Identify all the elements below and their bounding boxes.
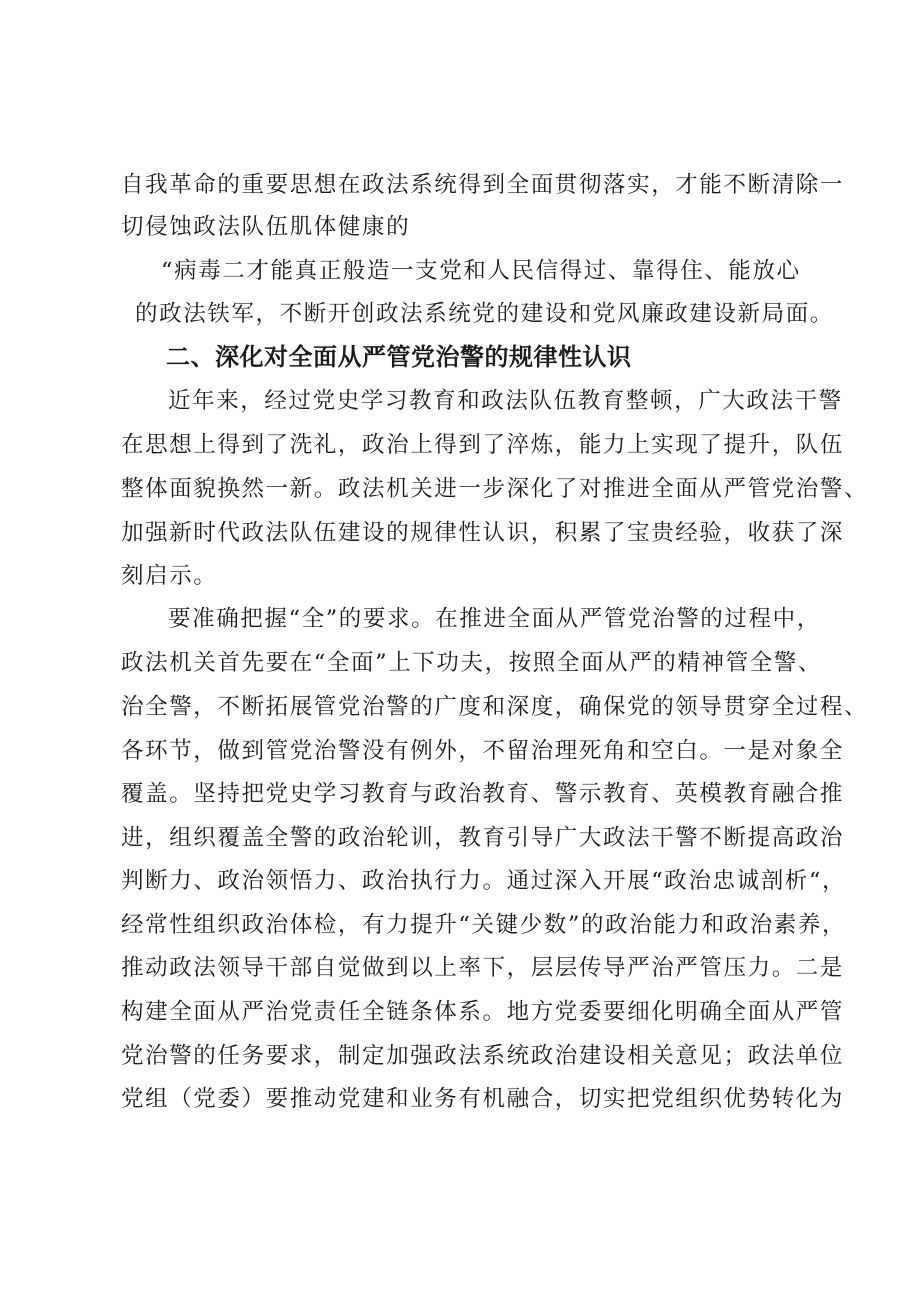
- paragraph-line: 推动政法领导干部自觉做到以上率下，层层传导严治严管压力。二是: [121, 955, 845, 981]
- intro-line: 自我革命的重要思想在政法系统得到全面贯彻落实，才能不断清除一: [121, 172, 845, 198]
- paragraph-line: 整体面貌换然一新。政法机关进一步深化了对推进全面从严管党治警、: [121, 476, 869, 502]
- paragraph-line: 判断力、政治领悟力、政治执行力。通过深入开展“政治忠诚剖析“，: [121, 868, 847, 894]
- paragraph-line: 经常性组织政治体检，有力提升“关键少数”的政治能力和政治素养，: [121, 912, 847, 938]
- paragraph-line: 党治警的任务要求，制定加强政法系统政治建设相关意见；政法单位: [121, 1043, 845, 1069]
- intro-line: “病毒二才能真正般造一支党和人民信得过、靠得住、能放心: [161, 258, 801, 284]
- paragraph-line: 加强新时代政法队伍建设的规律性认识，积累了宝贵经验，收获了深: [121, 520, 845, 546]
- paragraph-line: 党组（党委）要推动党建和业务有机融合，切实把党组织优势转化为: [121, 1086, 845, 1112]
- paragraph-line: 政法机关首先要在“全面”上下功夫，按照全面从严的精神管全警、: [121, 650, 823, 676]
- paragraph-line: 各环节，做到管党治警没有例外，不留治理死角和空白。一是对象全: [121, 738, 845, 764]
- section-heading: 二、深化对全面从严管党治警的规律性认识: [166, 343, 632, 371]
- paragraph-line: 覆盖。坚持把党史学习教育与政治教育、警示教育、英模教育融合推: [121, 781, 845, 807]
- paragraph-line: 构建全面从严治党责任全链条体系。地方党委要细化明确全面从严管: [121, 999, 845, 1025]
- intro-line: 切侵蚀政法队伍肌体健康的: [121, 214, 411, 240]
- paragraph-line: 治全警，不断拓展管党治警的广度和深度，确保党的领导贯穿全过程、: [121, 694, 869, 720]
- paragraph-line: 近年来，经过党史学习教育和政法队伍教育整顿，广大政法干警: [168, 388, 843, 414]
- intro-line: 的政法铁军，不断开创政法系统党的建设和党风廉政建设新局面。: [135, 301, 834, 327]
- paragraph-line: 要准确把握“全”的要求。在推进全面从严管党治警的过程中，: [168, 606, 821, 632]
- paragraph-line: 进，组织覆盖全警的政治轮训，教育引导广大政法干警不断提高政治: [121, 825, 845, 851]
- paragraph-line: 在思想上得到了洗礼，政治上得到了淬炼，能力上实现了提升，队伍: [121, 432, 845, 458]
- paragraph-line: 刻启示。: [121, 563, 218, 589]
